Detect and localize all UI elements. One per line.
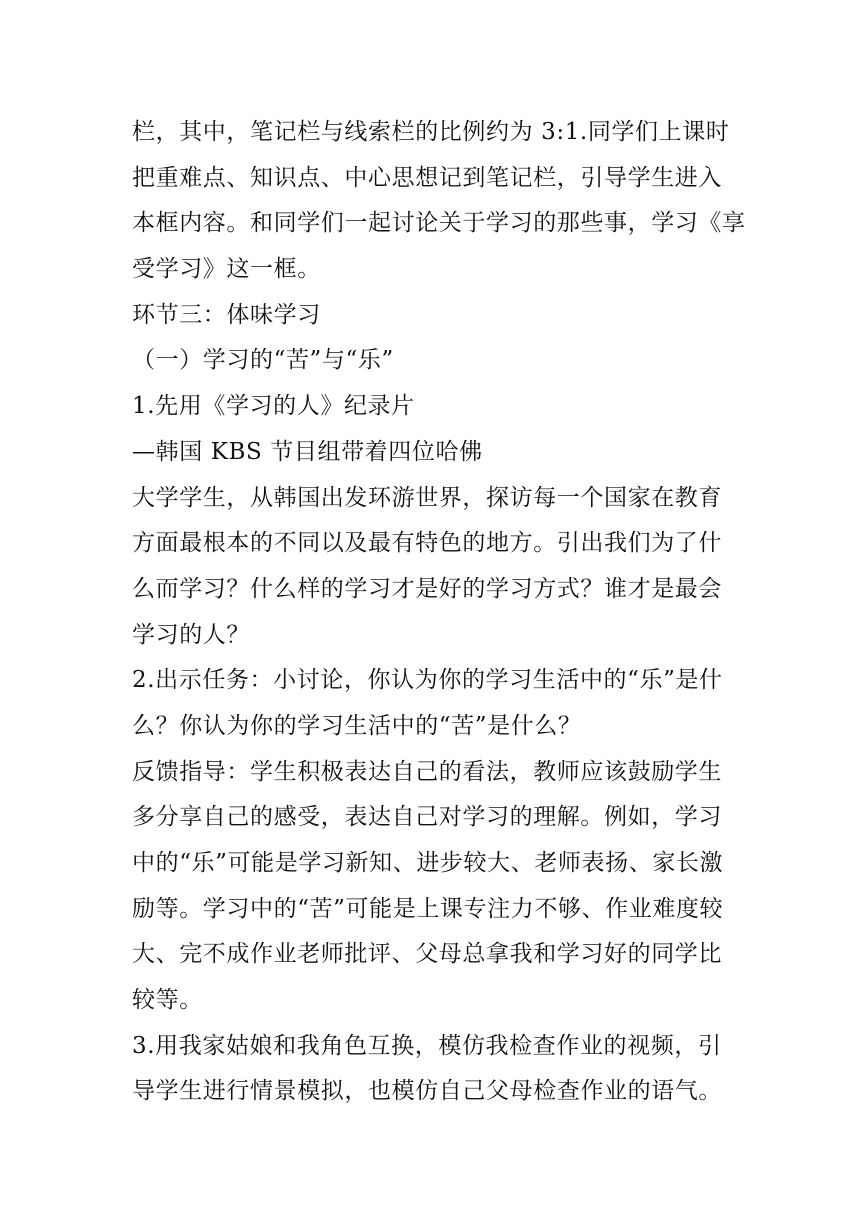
text-line: 学习的人？ (132, 621, 250, 648)
text-line: 么而学习？什么样的学习才是好的学习方式？谁才是最会 (132, 575, 722, 602)
subsection-heading: （一）学习的“苦”与“乐” (132, 347, 394, 374)
text-line: 栏，其中，笔记栏与线索栏的比例约为 3:1.同学们上课时 (132, 119, 730, 145)
text-line: 导学生进行情景模拟，也模仿自己父母检查作业的语气。 (132, 1078, 722, 1105)
text-line: 本框内容。和同学们一起讨论关于学习的那些事，学习《享 (132, 210, 746, 237)
text-line: 中的“乐”可能是学习新知、进步较大、老师表扬、家长激 (132, 850, 724, 876)
text-line: 1.先用《学习的人》纪录片 (132, 393, 415, 420)
text-line: 么？你认为你的学习生活中的“苦”是什么？ (132, 712, 582, 739)
text-line: 方面最根本的不同以及最有特色的地方。引出我们为了什 (132, 530, 722, 557)
text-line: 2.出示任务：小讨论，你认为你的学习生活中的“乐”是什 (132, 667, 723, 694)
text-line: 励等。学习中的“苦”可能是上课专注力不够、作业难度较 (132, 895, 724, 922)
section-heading: 环节三：体味学习 (132, 301, 321, 328)
text-line: 把重难点、知识点、中心思想记到笔记栏，引导学生进入 (132, 164, 722, 191)
text-line: 反馈指导：学生积极表达自己的看法，教师应该鼓励学生 (132, 758, 722, 785)
text-line: 受学习》这一框。 (132, 256, 321, 283)
text-line: 大学学生，从韩国出发环游世界，探访每一个国家在教育 (132, 484, 722, 511)
document-body (132, 110, 746, 1115)
text-line: 大、完不成作业老师批评、父母总拿我和学习好的同学比 (132, 941, 722, 968)
text-line: 较等。 (132, 987, 203, 1014)
text-line: —韩国 KBS 节目组带着四位哈佛 (132, 438, 483, 465)
text-line: 3.用我家姑娘和我角色互换，模仿我检查作业的视频，引 (132, 1032, 722, 1059)
text-line: 多分享自己的感受，表达自己对学习的理解。例如，学习 (132, 804, 722, 831)
